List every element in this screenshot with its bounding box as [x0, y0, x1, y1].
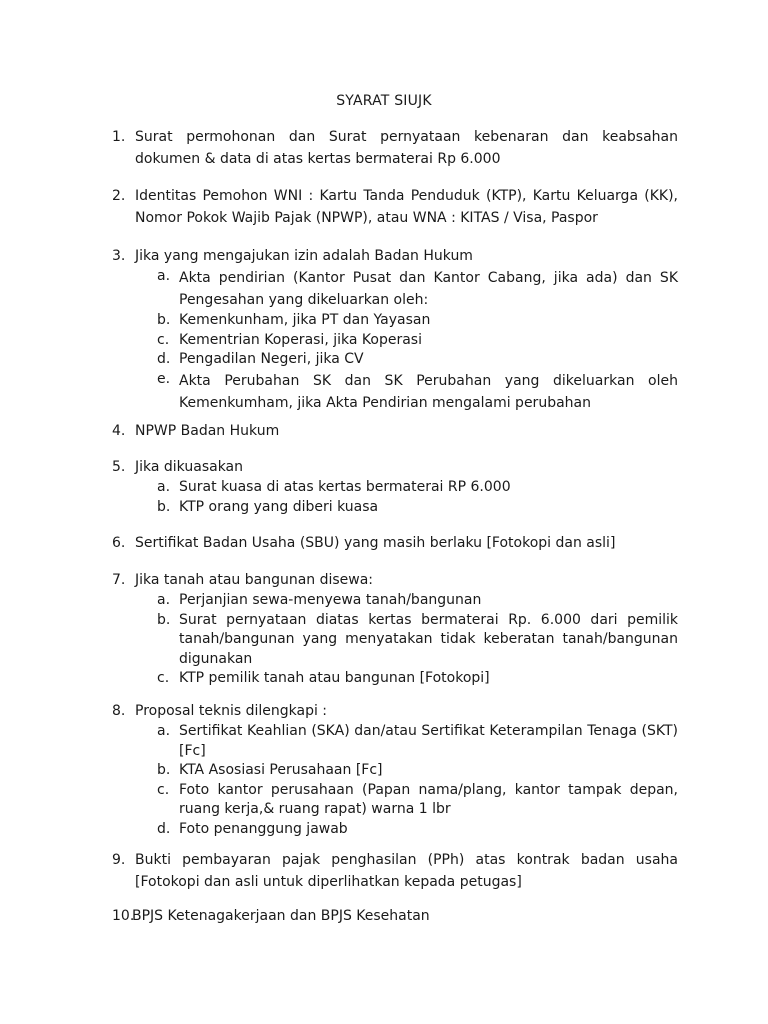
item-text: Bukti pembayaran pajak penghasilan (PPh) atas kontrak badan usaha [Fotokopi dan asli untuk diperlihatkan kepada petugas] [135, 852, 678, 890]
list-item-5 [112, 456, 678, 517]
sub-item-7c [157, 669, 678, 689]
sub-item-text: Perjanjian sewa-menyewa tanah/bangunan [179, 592, 482, 608]
item-text: Surat permohonan dan Surat pernyataan kebenaran dan keabsahan dokumen & data di atas kertas bermaterai Rp 6.000 [135, 129, 678, 167]
sub-item-text: Kementrian Koperasi, jika Koperasi [179, 331, 422, 348]
sub-item-text: Akta Perubahan SK dan SK Perubahan yang dikeluarkan oleh Kemenkumham, jika Akta Pendirian mengalami perubahan [179, 372, 678, 411]
item-number: 9. [112, 852, 126, 868]
sub-item-letter: b. [157, 498, 171, 515]
sub-item-text: Kemenkunham, jika PT dan Yayasan [179, 312, 431, 328]
item-text: Proposal teknis dilengkapi : [135, 703, 328, 719]
item-number: 1. [112, 129, 126, 145]
sub-item-letter: e. [157, 370, 171, 387]
item-text: Jika tanah atau bangunan disewa: [135, 572, 374, 588]
sub-item-3b [157, 311, 678, 331]
sub-item-text: Surat kuasa di atas kertas bermaterai RP 6.000 [179, 479, 511, 495]
sub-item-letter: c. [157, 331, 170, 348]
sub-item-text: KTP pemilik tanah atau bangunan [Fotokopi] [179, 670, 490, 686]
sub-item-letter: a. [157, 479, 171, 495]
item-number: 6. [112, 535, 126, 551]
item-text: BPJS Ketenagakerjaan dan BPJS Kesehatan [132, 908, 430, 924]
list-item-2 [112, 185, 678, 229]
sub-item-3d [157, 350, 678, 370]
list-item-7 [112, 569, 678, 689]
sub-item-3e [157, 370, 678, 414]
sub-item-3c [157, 331, 678, 351]
sub-item-text: Akta pendirian (Kantor Pusat dan Kantor Cabang, jika ada) dan SK Pengesahan yang dikeluarkan oleh: [179, 270, 678, 308]
item-text: Jika dikuasakan [135, 459, 244, 475]
item-number: 4. [112, 423, 126, 439]
item-number: 10. [112, 908, 135, 924]
sub-item-8d [157, 820, 678, 840]
sub-item-letter: a. [157, 592, 171, 608]
list-item-8 [112, 700, 678, 839]
item-number: 5. [112, 459, 126, 475]
sub-item-5b [157, 498, 678, 518]
sub-item-8c [157, 781, 678, 820]
item-text: NPWP Badan Hukum [135, 423, 280, 439]
list-item-1 [112, 126, 678, 170]
sub-item-text: Foto kantor perusahaan (Papan nama/plang, kantor tampak depan, ruang kerja,& ruang rapat) warna 1 lbr [179, 781, 678, 817]
item-text: Identitas Pemohon WNI : Kartu Tanda Penduduk (KTP), Kartu Keluarga (KK), Nomor Pokok Wajib Pajak (NPWP), atau WNA : KITAS / Visa, Paspor [135, 188, 678, 226]
list-item-9 [112, 849, 678, 893]
sub-item-text: KTA Asosiasi Perusahaan [Fc] [179, 762, 383, 778]
sub-item-letter: b. [157, 762, 171, 778]
document-title: SYARAT SIUJK [336, 93, 432, 109]
sub-item-5a [157, 478, 678, 498]
list-item-10 [112, 905, 678, 927]
list-item-4 [112, 420, 678, 442]
sub-item-letter: b. [157, 611, 171, 628]
item-number: 3. [112, 248, 126, 264]
sub-item-letter: a. [157, 723, 171, 739]
sub-item-text: Pengadilan Negeri, jika CV [179, 351, 364, 367]
sub-item-text: KTP orang yang diberi kuasa [179, 498, 379, 515]
sub-item-7b [157, 611, 678, 670]
sub-item-letter: c. [157, 670, 170, 686]
sub-item-letter: c. [157, 781, 170, 798]
item-number: 8. [112, 703, 126, 719]
sub-item-text: Foto penanggung jawab [179, 820, 348, 837]
item-text: Jika yang mengajukan izin adalah Badan Hukum [135, 248, 473, 264]
list-item-6 [112, 532, 678, 554]
item-number: 7. [112, 572, 126, 588]
sub-item-8b [157, 761, 678, 781]
sub-item-3a [157, 267, 678, 311]
sub-item-text: Sertifikat Keahlian (SKA) dan/atau Sertifikat Keterampilan Tenaga (SKT) [Fc] [179, 723, 678, 759]
sub-item-letter: d. [157, 351, 171, 367]
item-text: Sertifikat Badan Usaha (SBU) yang masih berlaku [Fotokopi dan asli] [135, 535, 616, 551]
sub-item-letter: d. [157, 820, 171, 837]
sub-item-letter: a. [157, 268, 171, 284]
list-item-3 [112, 245, 678, 414]
item-number: 2. [112, 188, 126, 204]
sub-item-letter: b. [157, 312, 171, 328]
sub-item-text: Surat pernyataan diatas kertas bermaterai Rp. 6.000 dari pemilik tanah/bangunan yang menyatakan tidak keberatan tanah/bangunan digunakan [179, 611, 678, 667]
sub-item-8a [157, 722, 678, 761]
sub-item-7a [157, 591, 678, 611]
